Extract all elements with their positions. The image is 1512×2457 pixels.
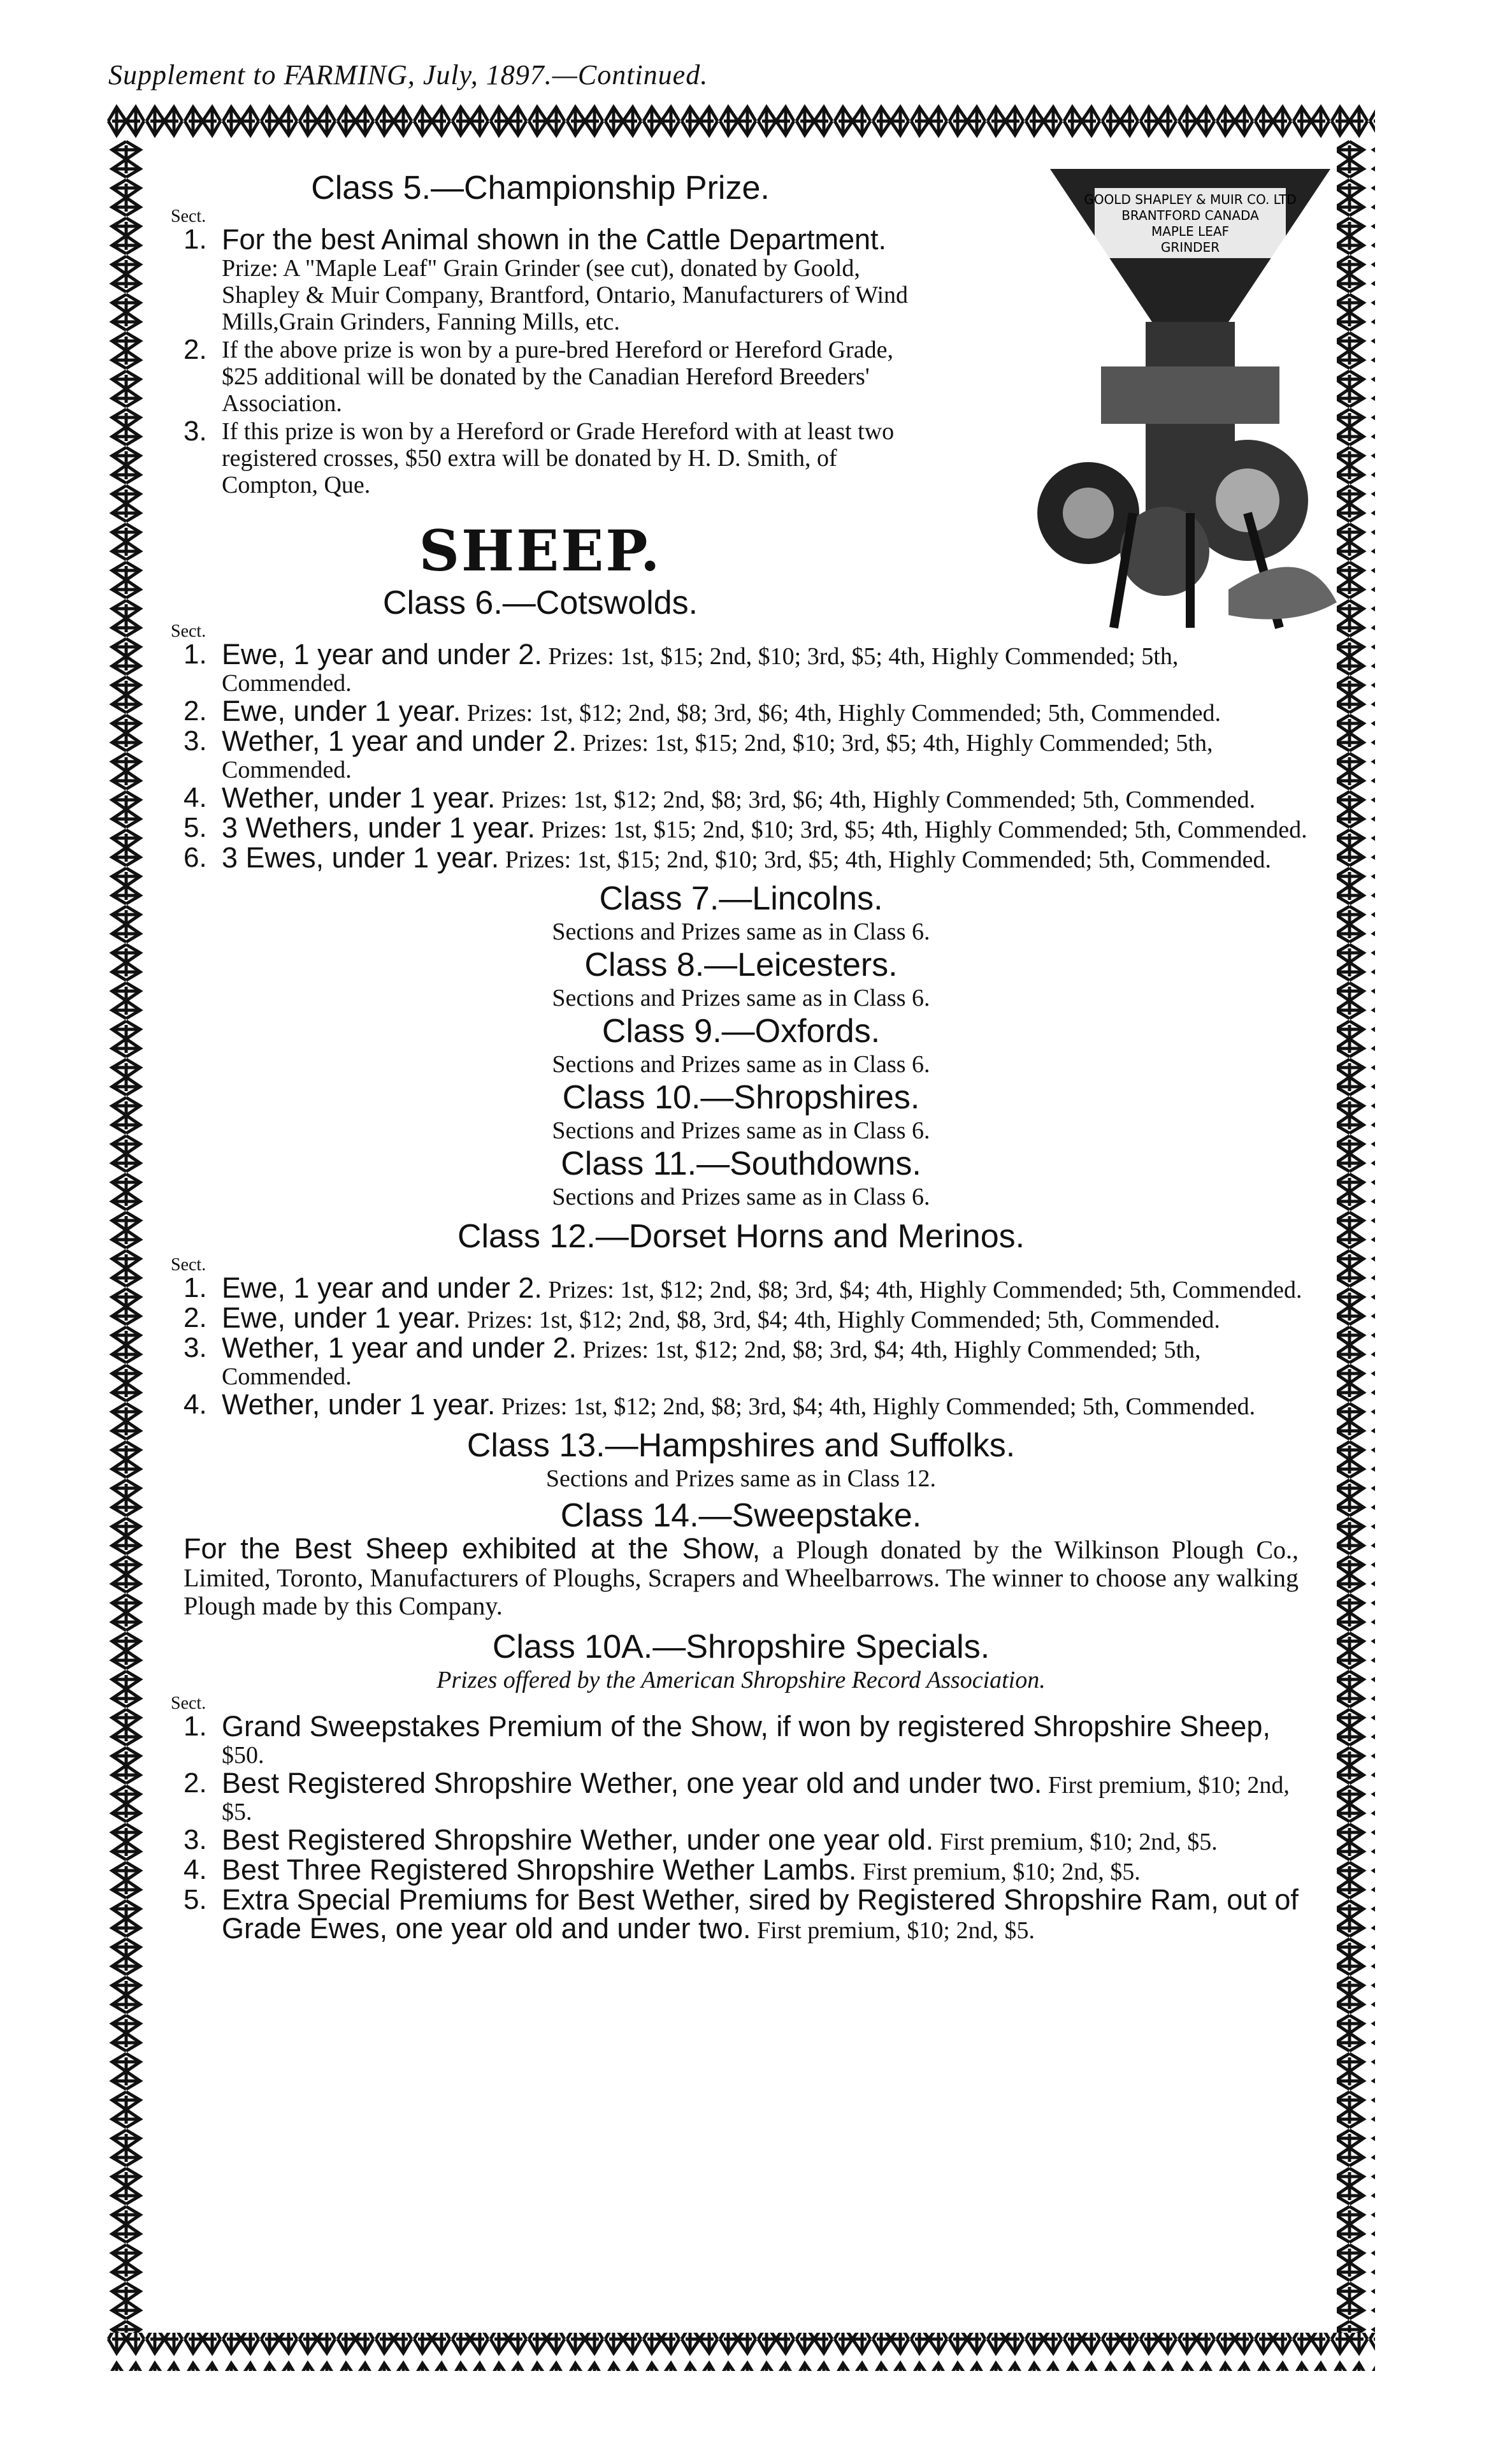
- section-body: Prize: A "Maple Leaf" Grain Grinder (see cut), donated by Goold, Shapley & Muir Company, Brantford, Ontario, Manufacturers of Wind Mills,Grain Grinders, Fanning Mills, etc.: [222, 255, 909, 335]
- class-10a-section: [171, 1710, 1311, 1769]
- section-body: Prizes: 1st, $15; 2nd, $10; 3rd, $5; 4th, Highly Commended; 5th, Commended.: [222, 730, 1213, 783]
- plate-line-1: GOOLD SHAPLEY & MUIR CO. LTD: [1084, 192, 1297, 207]
- section-body: First premium, $10; 2nd, $5.: [939, 1829, 1218, 1855]
- section-number: 1.: [184, 1711, 207, 1742]
- section-number: 3.: [184, 725, 207, 757]
- section-body: Prizes: 1st, $15; 2nd, $10; 3rd, $5; 4th, Highly Commended; 5th, Commended.: [505, 846, 1271, 873]
- section-number: 6.: [184, 842, 207, 873]
- class-14-heading: For the Best Sheep exhibited at the Show,: [184, 1532, 761, 1565]
- class-6-title: Class 6.—Cotswolds.: [382, 584, 698, 621]
- class-10a-section: [171, 1883, 1311, 1945]
- section-number: 5.: [184, 1884, 207, 1915]
- section-number: 4.: [184, 1854, 207, 1885]
- class-13-block: [171, 1426, 1311, 1493]
- plate-line-3: MAPLE LEAF: [1151, 224, 1230, 239]
- section-heading: Wether, 1 year and under 2.: [222, 1331, 577, 1364]
- class-12-section: [171, 1301, 1311, 1334]
- class-12-section: [171, 1331, 1311, 1390]
- class-11-note: Sections and Prizes same as in Class 6.: [552, 1184, 930, 1210]
- class-10a-subtitle: Prizes offered by the American Shropshire Record Association.: [436, 1667, 1046, 1693]
- class-6-section: [171, 781, 1311, 814]
- section-number: 5.: [184, 812, 207, 843]
- class-11-title: Class 11.—Southdowns.: [561, 1145, 921, 1182]
- sheep-heading: SHEEP.: [419, 518, 662, 584]
- class-10a-section: [171, 1823, 1311, 1856]
- sect-label: Sect.: [171, 207, 206, 226]
- class-12-section: [171, 1272, 1311, 1304]
- class-9-block: [171, 1012, 1311, 1078]
- section-heading: Extra Special Premiums for Best Wether, sired by Registered Shropshire Ram, out of Grade Ewes, one year old and under two.: [222, 1883, 1299, 1945]
- class-6-section: [171, 725, 1311, 783]
- section-number: 4.: [184, 1389, 207, 1420]
- class-10-title: Class 10.—Shropshires.: [562, 1079, 920, 1116]
- class-6-section: [171, 638, 1311, 697]
- section-body: First premium, $10; 2nd, $5.: [757, 1917, 1035, 1944]
- sect-label: Sect.: [171, 1255, 206, 1275]
- section-body: If the above prize is won by a pure-bred Hereford or Hereford Grade, $25 additional will be donated by the Canadian Hereford Breeders' Association.: [222, 337, 894, 417]
- sect-label: Sect.: [171, 621, 206, 641]
- class-9-title: Class 9.—Oxfords.: [601, 1013, 881, 1050]
- section-body: Prizes: 1st, $15; 2nd, $10; 3rd, $5; 4th, Highly Commended; 5th, Commended.: [541, 816, 1307, 843]
- section-body: First premium, $10; 2nd, $5.: [862, 1859, 1141, 1885]
- section-heading: Best Registered Shropshire Wether, under one year old.: [222, 1823, 934, 1856]
- section-heading: Best Registered Shropshire Wether, one year old and under two.: [222, 1767, 1042, 1799]
- section-body: If this prize is won by a Hereford or Grade Hereford with at least two registered crosses, $50 extra will be donated by H. D. Smith, of Compton, Que.: [222, 418, 895, 498]
- section-number: 1.: [184, 224, 207, 255]
- class-5-block: [171, 169, 910, 622]
- section-number: 1.: [184, 639, 207, 670]
- section-heading: Ewe, under 1 year.: [222, 695, 461, 727]
- section-number: 4.: [184, 782, 207, 813]
- section-body: Prizes: 1st, $12; 2nd, $8; 3rd, $6; 4th, Highly Commended; 5th, Commended.: [501, 786, 1256, 813]
- class-5-section: [171, 223, 910, 335]
- section-heading: Wether, 1 year and under 2.: [222, 725, 577, 757]
- section-body: Prizes: 1st, $12; 2nd, $8, 3rd, $4; 4th, Highly Commended; 5th, Commended.: [466, 1307, 1220, 1333]
- class-8-title: Class 8.—Leicesters.: [584, 946, 898, 983]
- running-head: Supplement to FARMING, July, 1897.—Continued.: [108, 59, 709, 91]
- section-heading: Ewe, 1 year and under 2.: [222, 638, 542, 670]
- class-11-block: [171, 1145, 1311, 1211]
- class-7-block: [171, 880, 1311, 946]
- section-number: 2.: [184, 334, 207, 365]
- class-10-note: Sections and Prizes same as in Class 6.: [552, 1117, 930, 1144]
- section-heading: Wether, under 1 year.: [222, 781, 496, 814]
- section-number: 3.: [184, 1332, 207, 1363]
- class-13-note: Sections and Prizes same as in Class 12.: [545, 1465, 937, 1492]
- class-14-block: [171, 1497, 1311, 1620]
- class-10a-section: [171, 1767, 1311, 1825]
- section-body: Prizes: 1st, $12; 2nd, $8; 3rd, $4; 4th, Highly Commended; 5th, Commended.: [222, 1337, 1201, 1390]
- section-heading: Ewe, under 1 year.: [222, 1301, 461, 1334]
- class-14-text: [171, 1532, 1311, 1620]
- ornamental-frame: [107, 102, 1375, 2371]
- class-8-block: [171, 946, 1311, 1012]
- section-body: Prizes: 1st, $12; 2nd, $8; 3rd, $4; 4th, Highly Commended; 5th, Commended.: [501, 1393, 1256, 1420]
- class-6-section: [171, 841, 1311, 874]
- section-number: 1.: [184, 1272, 207, 1303]
- class-10a-section: [171, 1853, 1311, 1886]
- section-number: 2.: [184, 1767, 207, 1799]
- section-number: 3.: [184, 416, 207, 447]
- class-6-section: [171, 811, 1311, 844]
- class-12-title: Class 12.—Dorset Horns and Merinos.: [457, 1218, 1025, 1255]
- section-number: 3.: [184, 1824, 207, 1855]
- class-8-note: Sections and Prizes same as in Class 6.: [552, 985, 930, 1011]
- section-body: Prizes: 1st, $15; 2nd, $10; 3rd, $5; 4th, Highly Commended; 5th, Commended.: [222, 643, 1179, 697]
- section-body: Prizes: 1st, $12; 2nd, $8; 3rd, $6; 4th, Highly Commended; 5th, Commended.: [466, 700, 1221, 727]
- class-10-block: [171, 1078, 1311, 1145]
- section-body: Prizes: 1st, $12; 2nd, $8; 3rd, $4; 4th, Highly Commended; 5th, Commended.: [548, 1277, 1302, 1303]
- section-body: $50.: [222, 1742, 264, 1769]
- class-13-title: Class 13.—Hampshires and Suffolks.: [466, 1427, 1016, 1464]
- class-14-body: a Plough donated by the Wilkinson Plough Co., Limited, Toronto, Manufacturers of Ploughs, Scrapers and Wheelbarrows. The winner to choose any walking Plough made by this Company.: [184, 1535, 1299, 1620]
- section-heading: Wether, under 1 year.: [222, 1388, 496, 1421]
- page-content: [171, 169, 1311, 1945]
- section-heading: 3 Ewes, under 1 year.: [222, 841, 500, 874]
- plate-line-2: BRANTFORD CANADA: [1121, 208, 1259, 223]
- class-5-section: [171, 334, 910, 417]
- class-12-section: [171, 1388, 1311, 1421]
- section-body: First premium, $10; 2nd, $5.: [222, 1772, 1290, 1825]
- section-number: 2.: [184, 695, 207, 727]
- section-heading: 3 Wethers, under 1 year.: [222, 811, 535, 844]
- class-10a-title: Class 10A.—Shropshire Specials.: [492, 1628, 990, 1665]
- section-heading: For the best Animal shown in the Cattle Department.: [222, 223, 887, 256]
- section-heading: Grand Sweepstakes Premium of the Show, if won by registered Shropshire Sheep,: [222, 1710, 1271, 1743]
- plate-line-4: GRINDER: [1160, 240, 1220, 255]
- section-heading: Ewe, 1 year and under 2.: [222, 1272, 542, 1304]
- class-6-section: [171, 695, 1311, 727]
- class-5-section: [171, 418, 910, 498]
- class-7-title: Class 7.—Lincolns.: [599, 880, 883, 917]
- section-heading: Best Three Registered Shropshire Wether Lambs.: [222, 1853, 857, 1886]
- sect-label: Sect.: [171, 1693, 206, 1713]
- class-9-note: Sections and Prizes same as in Class 6.: [552, 1051, 930, 1078]
- class-14-title: Class 14.—Sweepstake.: [560, 1497, 922, 1534]
- class-7-note: Sections and Prizes same as in Class 6.: [552, 918, 930, 945]
- class-5-title: Class 5.—Championship Prize.: [311, 170, 770, 207]
- section-number: 2.: [184, 1302, 207, 1333]
